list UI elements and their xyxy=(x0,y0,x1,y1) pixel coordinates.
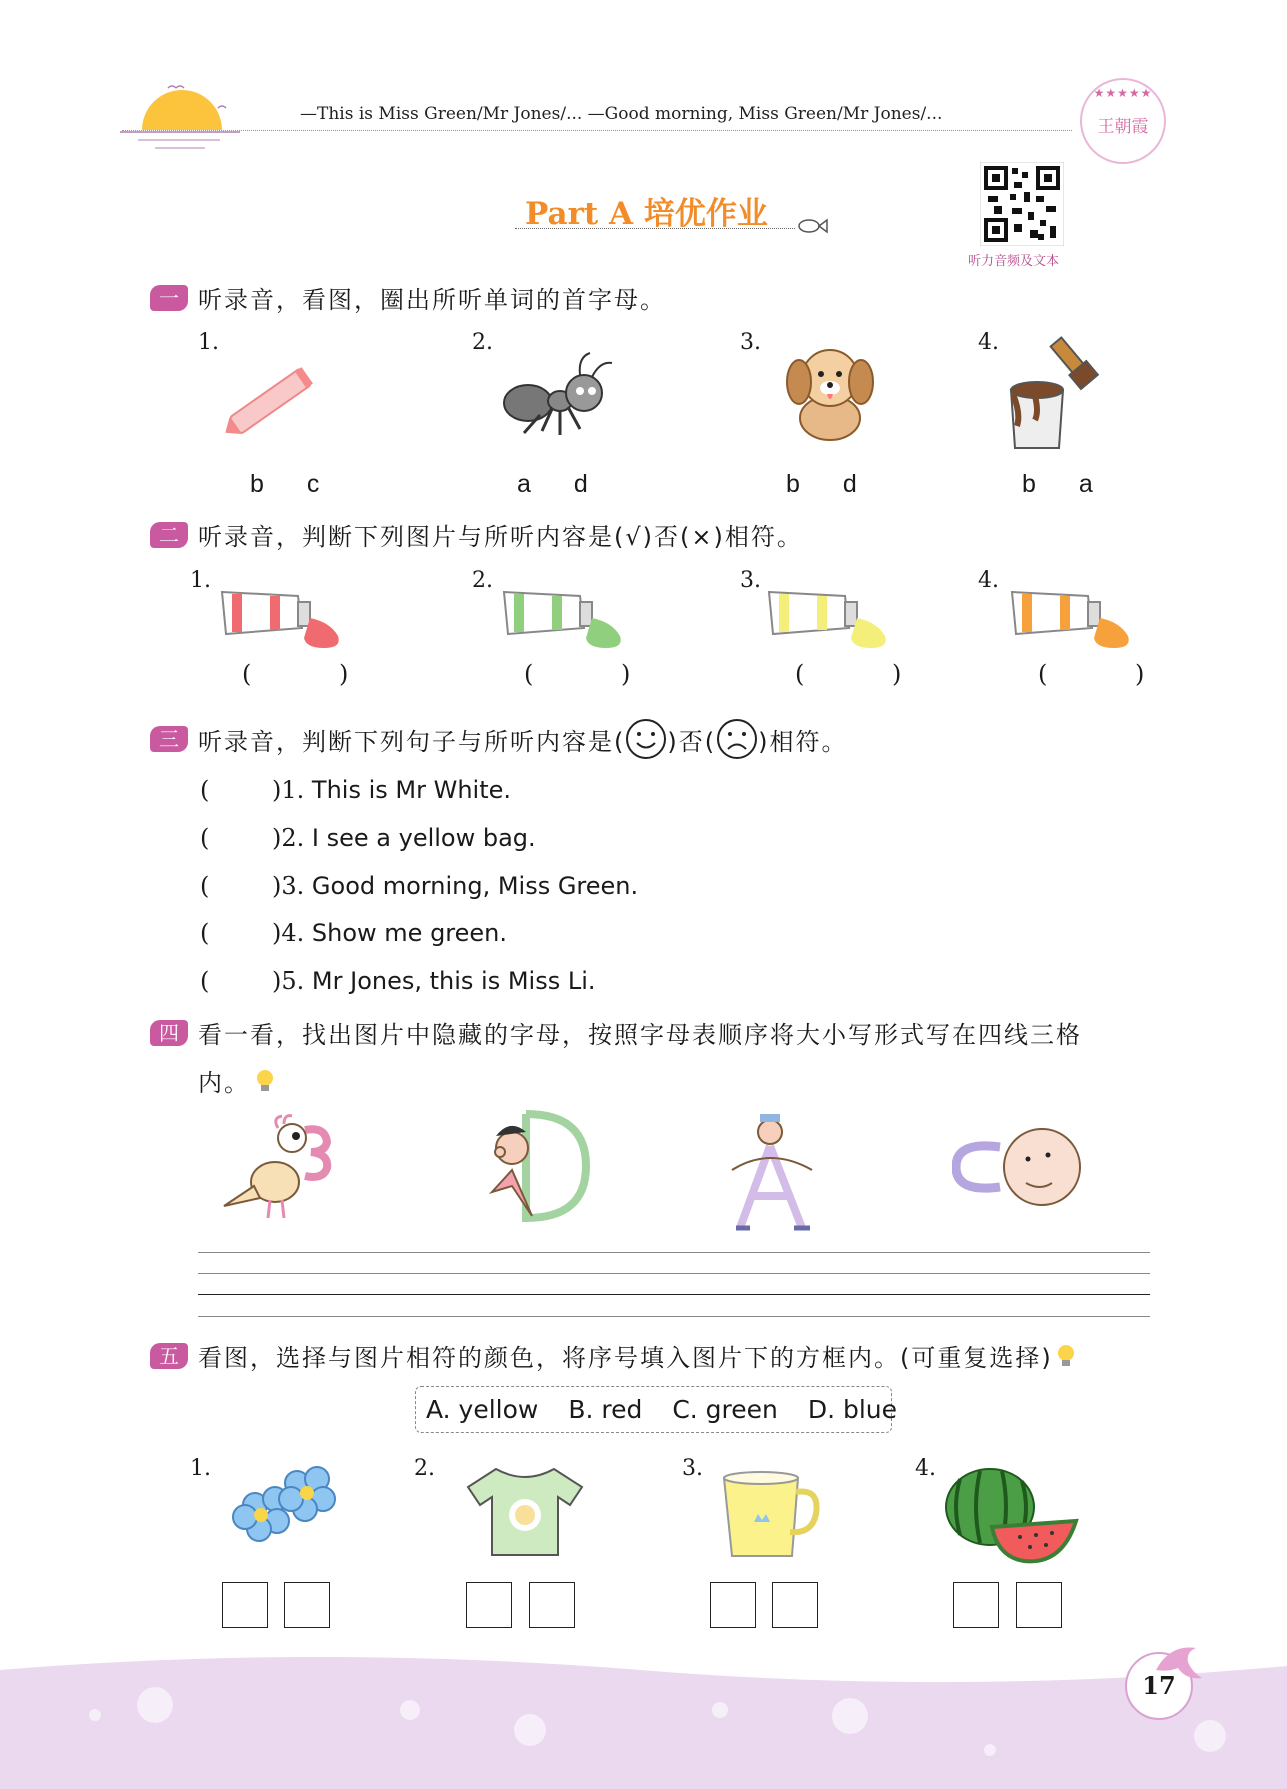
man-letter-a-icon xyxy=(722,1110,822,1235)
section-4-heading xyxy=(150,1015,1082,1050)
head-letter-c-icon xyxy=(952,1125,1087,1215)
letter-options[interactable]: b d xyxy=(786,470,875,498)
answer-paren[interactable]: ( xyxy=(200,824,210,852)
section-instruction: 内。 xyxy=(198,1069,250,1097)
item-number: 4. xyxy=(915,1456,936,1481)
answer-box[interactable] xyxy=(466,1582,512,1628)
option-b: B. red xyxy=(568,1395,643,1424)
item-number: 3. xyxy=(740,568,761,593)
qr-label: 听力音频及文本 xyxy=(968,254,1060,269)
answer-blank[interactable]: ( ) xyxy=(242,660,389,688)
item-number: 2. xyxy=(472,568,493,593)
watermelon-icon xyxy=(940,1465,1080,1565)
writing-line[interactable] xyxy=(198,1316,1150,1317)
section-badge: 二 xyxy=(150,522,188,548)
answer-box[interactable] xyxy=(529,1582,575,1628)
section-1-heading xyxy=(150,280,666,315)
answer-blank[interactable]: ( ) xyxy=(1038,660,1185,688)
footer-wave xyxy=(0,1650,1287,1789)
orange-paint-tube-icon xyxy=(1008,580,1138,660)
item-number: 2. xyxy=(414,1456,435,1481)
section-instruction-part2: )否( xyxy=(667,727,717,756)
section-3-heading xyxy=(150,718,847,760)
dog-icon xyxy=(775,338,885,448)
green-paint-tube-icon xyxy=(500,580,630,660)
sentence-item: ( )5. Mr Jones, this is Miss Li. xyxy=(200,967,596,995)
section-badge: 一 xyxy=(150,285,188,311)
header-text: —This is Miss Green/Mr Jones/... —Good morning, Miss Green/Mr Jones/... xyxy=(300,104,943,124)
answer-box[interactable] xyxy=(710,1582,756,1628)
part-title: Part A 培优作业 xyxy=(525,196,768,232)
answer-blank[interactable]: ( ) xyxy=(524,660,671,688)
section-instruction: 看一看，找出图片中隐藏的字母，按照字母表顺序将大小写形式写在四线三格 xyxy=(198,1021,1082,1049)
answer-box[interactable] xyxy=(284,1582,330,1628)
answer-paren[interactable]: ( xyxy=(200,919,210,947)
section-instruction: 听录音，判断下列图片与所听内容是(√)否(×)相符。 xyxy=(198,523,803,551)
face-letter-d-icon xyxy=(482,1108,592,1233)
answer-box[interactable] xyxy=(1016,1582,1062,1628)
sunset-icon xyxy=(120,78,240,150)
answer-paren[interactable]: ( xyxy=(200,967,210,995)
color-options-box xyxy=(415,1386,898,1433)
bird-letter-b-icon xyxy=(220,1110,355,1225)
writing-line[interactable] xyxy=(198,1252,1150,1253)
section-instruction-part1: 听录音，判断下列句子与所听内容是( xyxy=(198,727,626,756)
ant-icon xyxy=(500,345,620,445)
dolphin-icon xyxy=(1150,1640,1205,1690)
green-tshirt-icon xyxy=(462,1465,587,1560)
item-number: 3. xyxy=(682,1456,703,1481)
yellow-paint-tube-icon xyxy=(765,580,895,660)
item-number: 4. xyxy=(978,568,999,593)
sentence-item: ( )2. I see a yellow bag. xyxy=(200,824,536,852)
fish-icon xyxy=(795,215,831,237)
item-number: 3. xyxy=(740,330,761,355)
brand-logo: ★★★★★ 王朝霞 xyxy=(1080,78,1166,164)
header-divider xyxy=(122,130,1072,131)
qr-code-icon[interactable] xyxy=(980,162,1064,246)
answer-blank[interactable]: ( ) xyxy=(795,660,942,688)
section-instruction-part3: )相符。 xyxy=(758,727,848,756)
section-2-heading xyxy=(150,517,803,552)
answer-paren[interactable]: ( xyxy=(200,776,210,804)
item-number: 2. xyxy=(472,330,493,355)
letter-options[interactable]: a d xyxy=(517,470,606,498)
item-number: 4. xyxy=(978,330,999,355)
section-instruction: 听录音，看图，圈出所听单词的首字母。 xyxy=(198,286,666,314)
item-number: 1. xyxy=(198,330,219,355)
writing-baseline[interactable] xyxy=(198,1294,1150,1295)
section-badge: 三 xyxy=(150,726,188,752)
item-number: 1. xyxy=(190,568,211,593)
part-title-underline xyxy=(515,228,795,229)
option-d: D. blue xyxy=(807,1395,898,1424)
red-paint-tube-icon xyxy=(218,580,348,660)
item-number: 1. xyxy=(190,1456,211,1481)
option-c: C. green xyxy=(672,1395,778,1424)
section-4-heading-cont xyxy=(198,1063,276,1098)
blue-flowers-icon xyxy=(225,1455,345,1555)
section-instruction: 看图，选择与图片相符的颜色，将序号填入图片下的方框内。(可重复选择) xyxy=(198,1344,1053,1372)
section-badge: 五 xyxy=(150,1343,188,1369)
letter-options[interactable]: b a xyxy=(1022,470,1111,498)
section-5-heading xyxy=(150,1338,1077,1373)
answer-box[interactable] xyxy=(772,1582,818,1628)
answer-box[interactable] xyxy=(953,1582,999,1628)
writing-line[interactable] xyxy=(198,1273,1150,1274)
section-badge: 四 xyxy=(150,1020,188,1046)
crayon-icon xyxy=(215,352,330,447)
answer-box[interactable] xyxy=(222,1582,268,1628)
sentence-item: ( )3. Good morning, Miss Green. xyxy=(200,872,639,900)
lightbulb-icon xyxy=(1055,1343,1077,1369)
page-number: 17 xyxy=(1125,1652,1193,1720)
option-a: A. yellow xyxy=(426,1395,539,1424)
letter-options[interactable]: b c xyxy=(250,470,338,498)
smile-face-icon xyxy=(625,718,667,760)
sentence-item: ( )4. Show me green. xyxy=(200,919,508,947)
answer-paren[interactable]: ( xyxy=(200,872,210,900)
sad-face-icon xyxy=(716,718,758,760)
paint-bucket-icon xyxy=(1005,330,1110,455)
sentence-item: ( )1. This is Mr White. xyxy=(200,776,511,804)
yellow-cup-icon xyxy=(718,1470,823,1562)
lightbulb-icon xyxy=(254,1068,276,1094)
